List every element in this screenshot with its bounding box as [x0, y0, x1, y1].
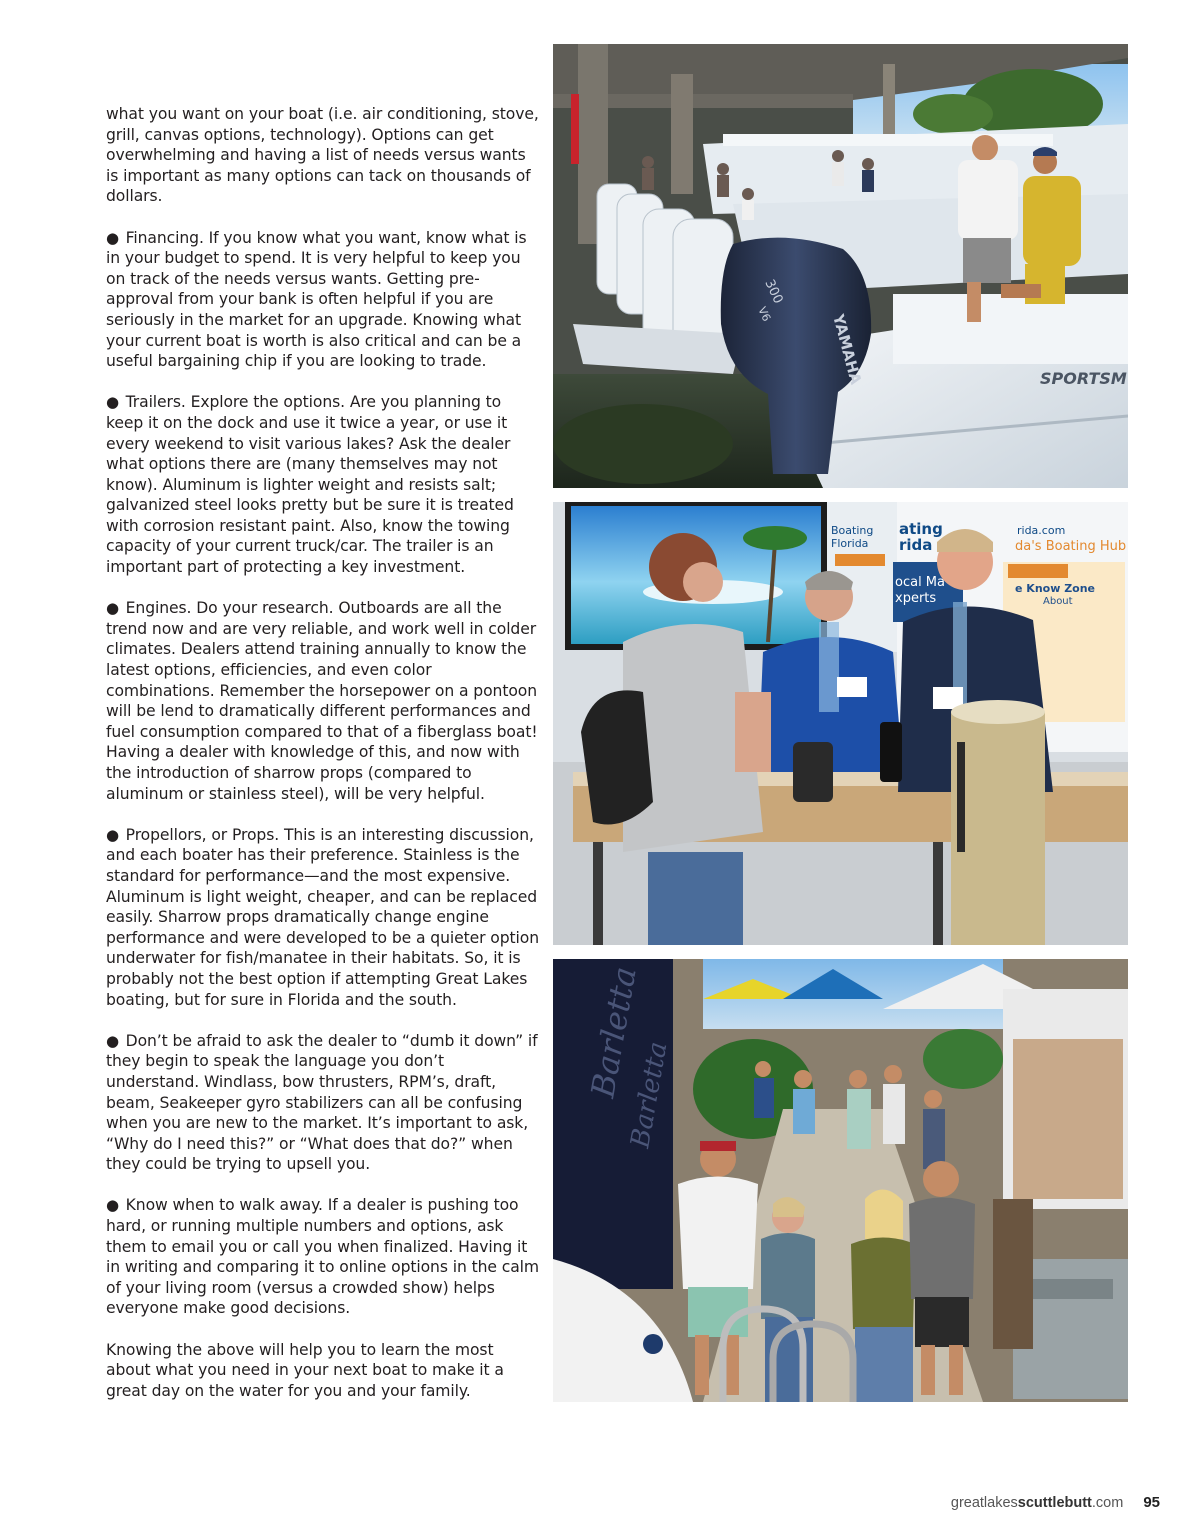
zone-title-text: e Know Zone: [1015, 582, 1096, 595]
body-paragraph: [106, 1340, 540, 1402]
boats-photo-drawing: [553, 44, 1128, 488]
bullet-paragraph: [106, 598, 540, 804]
bullet-paragraph: [106, 392, 540, 577]
website-prefix: greatlakes: [950, 1495, 1018, 1511]
paragraph-text: Trailers. Explore the options. Are you planning to keep it on the dock and use it twice a year, or use it every weekend to visit various lakes? Ask the dealer what options there are (many themselves may not know). Aluminum is lighter weight and resists salt; galvanized steel looks pretty but be sure it is treated with corrosion resistant paint. Also, know the towing capacity of your current truck/car. The trailer is an important part of protecting a key investment.: [106, 393, 514, 577]
page-number: 95: [1143, 1494, 1160, 1511]
paragraph-text: Don’t be afraid to ask the dealer to “dumb it down” if they begin to speak the language you don’t understand. Windlass, bow thrusters, RPM’s, draft, beam, Seakeeper gyro stabilizers can all be confusing when you are new to the market. It’s important to ask, “Why do I need this?” or “What does that do?” when they could be trying to upsell you.: [106, 1031, 538, 1174]
bullet-paragraph: [106, 825, 540, 1010]
sign-hub-text: da's Boating Hub: [1015, 539, 1127, 554]
hull-brand-text: SPORTSM: [1040, 369, 1127, 388]
dealer-booth-drawing: [553, 502, 1128, 945]
footer-website[interactable]: [951, 1495, 1123, 1511]
paragraph-text: what you want on your boat (i.e. air conditioning, stove, grill, canvas options, technology). Options can get overwhelming and having a list of needs versus wants is important as many options can tack on thousands of dollars.: [106, 105, 539, 206]
bullet-paragraph: [106, 1195, 540, 1319]
banner-brand-text-2: Barletta: [625, 1039, 674, 1151]
sign-florida-text: Florida: [831, 537, 869, 550]
bullet-paragraph: [106, 1031, 540, 1175]
paragraph-text: Financing. If you know what you want, know what is in your budget to spend. It is very helpful to keep you on track of the needs versus wants. Getting pre-approval from your bank is often helpful if you are seriously in the market for an upgrade. Knowing what your current boat is worth is also critical and can be a useful bargaining chip if you are looking to trade.: [106, 228, 527, 371]
panel-local-text: ocal Ma: [895, 575, 945, 590]
bullet-icon: ●: [106, 825, 124, 844]
crowd-drawing: [553, 959, 1128, 1402]
paragraph-text: Knowing the above will help you to learn the most about what you need in your next boat to make it a great day on the water for you and your family.: [106, 1340, 504, 1400]
bullet-icon: ●: [106, 1031, 124, 1050]
sign-boating-text: Boating: [831, 524, 874, 537]
photo-boats-outboard-engines: [553, 44, 1128, 488]
paragraph-text: Propellors, or Props. This is an interesting discussion, and each boater has their preference. Stainless is the standard for performance—and the most expensive. Aluminum is light weight, cheaper, and can be replaced easily. Sharrow props dramatically change engine performance and were developed to be a quieter option underwater for fish/manatee in their habitats. So, it is probably not the best option if attempting Great Lakes boating, but for sure in Florida and the south.: [106, 825, 539, 1009]
page-footer: [951, 1494, 1160, 1511]
sign-ating-text: ating: [899, 520, 943, 538]
engine-type-text: V6: [755, 304, 774, 324]
sign-rida-text: rida: [899, 536, 933, 554]
bullet-icon: ●: [106, 599, 124, 618]
article-text-column: [106, 104, 540, 1422]
bullet-icon: ●: [106, 393, 124, 412]
photo-dealer-booth-conversation: [553, 502, 1128, 945]
sign-url-text: rida.com: [1017, 524, 1066, 537]
paragraph-text: Know when to walk away. If a dealer is pushing too hard, or running multiple numbers and options, ask them to email you or call you when finalized. Having it in writing and comparing it to online options in the calm of your living room (versus a crowded show) helps everyone make good decisions.: [106, 1196, 539, 1318]
bullet-paragraph: [106, 228, 540, 372]
banner-brand-text: Barletta: [583, 963, 644, 1101]
body-paragraph: [106, 104, 540, 207]
paragraph-text: Engines. Do your research. Outboards are all the trend now and are very reliable, and work well in colder climates. Dealers attend training annually to know the latest options, efficiencies, and even color combinations. Remember the horsepower on a pontoon will be lend to dramatically different performances and fuel consumption compared to that of a fiberglass boat! Having a dealer with knowledge of this, and now with the introduction of sharrow props (compared to aluminum or stainless steel), will be very helpful.: [106, 599, 538, 803]
website-brand: scuttlebutt: [1017, 1495, 1092, 1511]
bullet-icon: ●: [106, 228, 124, 247]
photo-boat-show-crowd: [553, 959, 1128, 1402]
bullet-icon: ●: [106, 1196, 124, 1215]
website-suffix: .com: [1091, 1495, 1124, 1511]
engine-brand-text: YAMAHA: [829, 312, 866, 387]
zone-sub-text: About: [1043, 596, 1073, 607]
panel-experts-text: xperts: [895, 591, 937, 606]
engine-hp-text: 300: [761, 277, 786, 307]
